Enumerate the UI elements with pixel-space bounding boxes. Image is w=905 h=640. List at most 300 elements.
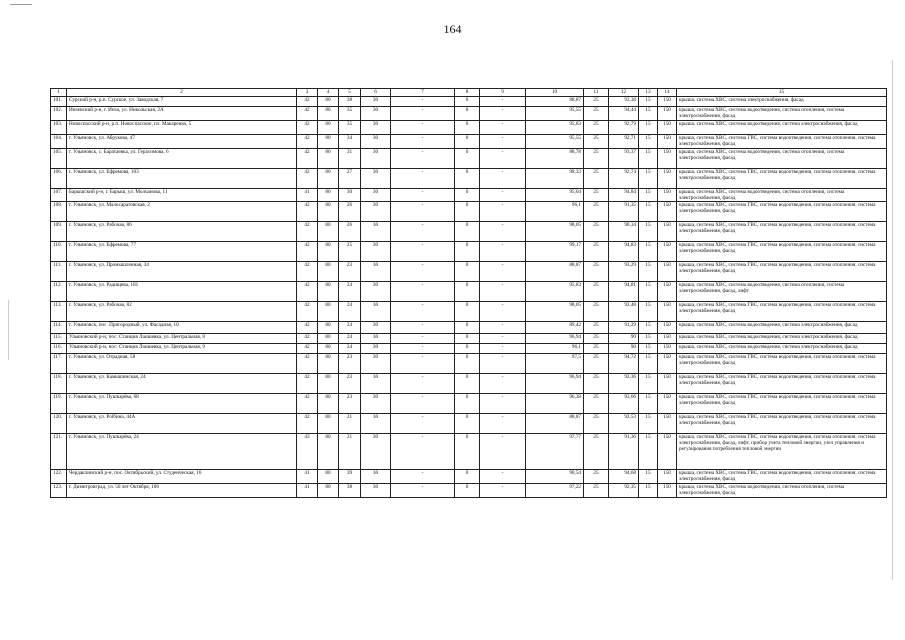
row-number: 115. — [51, 334, 67, 344]
value-cell: 0 — [455, 470, 480, 484]
value-cell: 97,5 — [526, 354, 584, 374]
value-cell: 80 — [318, 169, 339, 189]
value-cell: 42 — [297, 334, 318, 344]
value-cell: 0 — [455, 484, 480, 498]
value-cell: 30 — [361, 282, 391, 302]
value-cell: 0 — [455, 354, 480, 374]
address-cell: Инзенский р-н, г. Инза, ул. Никольская, 2А — [67, 107, 297, 121]
row-number: 103. — [51, 121, 67, 135]
value-cell: 15 — [639, 135, 658, 149]
value-cell: - — [480, 414, 526, 434]
value-cell: 96,1 — [526, 202, 584, 222]
value-cell: 94,84 — [609, 189, 639, 202]
value-cell: 80 — [318, 222, 339, 242]
works-cell: крыша, система ХВС, система водоотведения, система отопления, система электроснабжения, фасад — [677, 484, 887, 498]
value-cell: 25 — [584, 107, 609, 121]
value-cell: 96,38 — [526, 394, 584, 414]
value-cell: 42 — [297, 414, 318, 434]
value-cell: 80 — [318, 334, 339, 344]
table-row — [51, 302, 887, 322]
row-number: 104. — [51, 135, 67, 149]
column-header: 3 — [297, 89, 318, 97]
value-cell: 0 — [455, 169, 480, 189]
value-cell: - — [480, 484, 526, 498]
table-row — [51, 189, 887, 202]
value-cell: - — [480, 262, 526, 282]
value-cell: 23 — [339, 394, 361, 414]
value-cell: - — [391, 107, 455, 121]
table-row — [51, 97, 887, 107]
value-cell: 30 — [361, 322, 391, 334]
works-cell: крыша, система ХВС, система ГВС, система водоотведения, система отопления, система электроснабжения, фасад — [677, 222, 887, 242]
value-cell: 42 — [297, 322, 318, 334]
value-cell: 95,04 — [526, 189, 584, 202]
value-cell: 25 — [584, 189, 609, 202]
column-header: 15 — [677, 89, 887, 97]
works-cell: крыша, система ХВС, система водоотведения, система электроснабжения, фасад — [677, 322, 887, 334]
value-cell: 15 — [639, 484, 658, 498]
table-row — [51, 222, 887, 242]
value-cell: - — [391, 344, 455, 354]
value-cell: 15 — [639, 242, 658, 262]
value-cell: - — [480, 374, 526, 394]
value-cell: 26 — [339, 202, 361, 222]
value-cell: 90 — [609, 344, 639, 354]
value-cell: 24 — [339, 334, 361, 344]
value-cell: - — [480, 302, 526, 322]
table-row — [51, 135, 887, 149]
value-cell: 35 — [339, 107, 361, 121]
address-cell: г. Ульяновск, ул. Радищева, 181 — [67, 282, 297, 302]
value-cell: - — [391, 282, 455, 302]
value-cell: 97,22 — [526, 484, 584, 498]
value-cell: 0 — [455, 242, 480, 262]
value-cell: 0 — [455, 434, 480, 470]
value-cell: 94,72 — [609, 354, 639, 374]
table-row — [51, 107, 887, 121]
row-number: 105. — [51, 149, 67, 169]
value-cell: 150 — [658, 242, 677, 262]
value-cell: 15 — [639, 282, 658, 302]
value-cell: 41 — [297, 484, 318, 498]
address-cell: г. Ульяновск, с. Баратаевка, ул. Герасимова, 6 — [67, 149, 297, 169]
address-cell: г. Ульяновск, ул. Абрукова, 47 — [67, 135, 297, 149]
value-cell: 150 — [658, 97, 677, 107]
value-cell: 93,38 — [609, 97, 639, 107]
value-cell: 0 — [455, 135, 480, 149]
value-cell: 92,48 — [609, 302, 639, 322]
column-header: 10 — [526, 89, 584, 97]
address-cell: Ульяновский р-н, пос. Станция Лаишевка, ул. Центральная, 9 — [67, 344, 297, 354]
value-cell: 25 — [584, 334, 609, 344]
value-cell: 0 — [455, 262, 480, 282]
value-cell: 80 — [318, 484, 339, 498]
column-header: 5 — [339, 89, 361, 97]
value-cell: 30 — [361, 135, 391, 149]
value-cell: 42 — [297, 282, 318, 302]
value-cell: 30 — [361, 344, 391, 354]
table-row — [51, 322, 887, 334]
value-cell: 150 — [658, 121, 677, 135]
value-cell: 0 — [455, 202, 480, 222]
address-cell: г. Ульяновск, ул. Пушкарёва, 68 — [67, 394, 297, 414]
value-cell: 15 — [639, 374, 658, 394]
row-number: 112. — [51, 282, 67, 302]
value-cell: 42 — [297, 135, 318, 149]
value-cell: 24 — [339, 322, 361, 334]
value-cell: 30 — [361, 302, 391, 322]
value-cell: 150 — [658, 262, 677, 282]
value-cell: - — [391, 484, 455, 498]
value-cell: 23 — [339, 262, 361, 282]
value-cell: 25 — [584, 374, 609, 394]
value-cell: 0 — [455, 282, 480, 302]
works-cell: крыша, система ХВС, система ГВС, система водоотведения, система отопления, система электроснабжения, фасад, лифт, прибор учета тепловой энергии, узел управления и регулирования потребления тепловой энергии — [677, 434, 887, 470]
value-cell: 25 — [584, 344, 609, 354]
value-cell: 80 — [318, 282, 339, 302]
row-number: 102. — [51, 107, 67, 121]
value-cell: 95,55 — [526, 135, 584, 149]
value-cell: 0 — [455, 121, 480, 135]
works-cell: крыша, система ХВС, система ГВС, система водоотведения, система отопления, система электроснабжения, фасад — [677, 169, 887, 189]
value-cell: 80 — [318, 344, 339, 354]
value-cell: - — [391, 302, 455, 322]
value-cell: 80 — [318, 242, 339, 262]
value-cell: 30 — [361, 149, 391, 169]
address-cell: г. Ульяновск, ул. Отрадная, 58 — [67, 354, 297, 374]
value-cell: 90 — [609, 334, 639, 344]
value-cell: 25 — [584, 354, 609, 374]
value-cell: 15 — [639, 334, 658, 344]
value-cell: 150 — [658, 202, 677, 222]
address-cell: Новоспасский р-н, р.п. Новоспасское, пл. Макаренко, 5 — [67, 121, 297, 135]
value-cell: 80 — [318, 262, 339, 282]
value-cell: 80 — [318, 302, 339, 322]
value-cell: - — [480, 434, 526, 470]
value-cell: - — [391, 242, 455, 262]
value-cell: 26 — [339, 222, 361, 242]
value-cell: 25 — [584, 242, 609, 262]
value-cell: - — [480, 169, 526, 189]
address-cell: г. Ульяновск, ул. Polбина, 44А — [67, 414, 297, 434]
value-cell: 91,36 — [609, 434, 639, 470]
table-row — [51, 242, 887, 262]
value-cell: 80 — [318, 354, 339, 374]
column-header: 2 — [67, 89, 297, 97]
value-cell: - — [480, 334, 526, 344]
value-cell: - — [480, 107, 526, 121]
value-cell: 30 — [361, 222, 391, 242]
address-cell: г. Ульяновск, ул. Промышленная, 34 — [67, 262, 297, 282]
value-cell: 23 — [339, 374, 361, 394]
value-cell: - — [391, 97, 455, 107]
value-cell: 25 — [584, 169, 609, 189]
registry-table — [50, 88, 887, 498]
value-cell: 95,55 — [526, 107, 584, 121]
value-cell: 21 — [339, 414, 361, 434]
works-cell: крыша, система ХВС, система ГВС, система водоотведения, система отопления, система электроснабжения, фасад — [677, 470, 887, 484]
address-cell: Сурский р-н, р.п. Сурское, ул. Заводская, 7 — [67, 97, 297, 107]
value-cell: 90,34 — [609, 222, 639, 242]
value-cell: 42 — [297, 394, 318, 414]
row-number: 107. — [51, 189, 67, 202]
value-cell: 15 — [639, 322, 658, 334]
table-row — [51, 262, 887, 282]
value-cell: 92,36 — [609, 374, 639, 394]
column-header: 6 — [361, 89, 391, 97]
address-cell: г. Димитровград, ул. 50 лет Октября, 106 — [67, 484, 297, 498]
row-number: 121. — [51, 434, 67, 470]
value-cell: 30 — [361, 189, 391, 202]
address-cell: г. Ульяновск, ул. Пушкарёва, 24 — [67, 434, 297, 470]
value-cell: 89,42 — [526, 322, 584, 334]
value-cell: 30 — [361, 121, 391, 135]
value-cell: 92,53 — [609, 414, 639, 434]
value-cell: 30 — [361, 107, 391, 121]
value-cell: 30 — [361, 470, 391, 484]
value-cell: 42 — [297, 149, 318, 169]
value-cell: 15 — [639, 107, 658, 121]
value-cell: 80 — [318, 394, 339, 414]
value-cell: 80 — [318, 434, 339, 470]
value-cell: 15 — [639, 169, 658, 189]
value-cell: 15 — [639, 121, 658, 135]
table-row — [51, 470, 887, 484]
column-header: 11 — [584, 89, 609, 97]
value-cell: 25 — [584, 394, 609, 414]
value-cell: - — [480, 97, 526, 107]
value-cell: 25 — [584, 322, 609, 334]
value-cell: 15 — [639, 344, 658, 354]
value-cell: - — [480, 322, 526, 334]
value-cell: 80 — [318, 97, 339, 107]
value-cell: 91,35 — [609, 202, 639, 222]
value-cell: 94,44 — [609, 107, 639, 121]
value-cell: 98,05 — [526, 302, 584, 322]
value-cell: 30 — [361, 484, 391, 498]
value-cell: 0 — [455, 97, 480, 107]
value-cell: 25 — [584, 434, 609, 470]
works-cell: крыша, система ХВС, система ГВС, система водоотведения, система отопления, система электроснабжения, фасад — [677, 135, 887, 149]
table-row — [51, 149, 887, 169]
value-cell: 15 — [639, 302, 658, 322]
value-cell: 150 — [658, 484, 677, 498]
value-cell: 25 — [584, 262, 609, 282]
value-cell: 92,74 — [609, 169, 639, 189]
value-cell: 88,87 — [526, 414, 584, 434]
value-cell: - — [480, 344, 526, 354]
value-cell: 92,71 — [609, 135, 639, 149]
value-cell: 30 — [339, 189, 361, 202]
value-cell: 42 — [297, 242, 318, 262]
address-cell: г. Ульяновск, ул. Малосаратовская, 2 — [67, 202, 297, 222]
value-cell: 42 — [297, 354, 318, 374]
value-cell: 94,81 — [609, 282, 639, 302]
table-body — [51, 97, 887, 498]
value-cell: 15 — [639, 222, 658, 242]
value-cell: 93,37 — [609, 149, 639, 169]
value-cell: 97,77 — [526, 434, 584, 470]
value-cell: 80 — [318, 374, 339, 394]
table-header-row — [51, 89, 887, 97]
table-row — [51, 484, 887, 498]
value-cell: 25 — [584, 484, 609, 498]
value-cell: 41 — [297, 470, 318, 484]
row-number: 123. — [51, 484, 67, 498]
value-cell: 15 — [639, 149, 658, 169]
value-cell: 30 — [361, 414, 391, 434]
value-cell: 25 — [584, 97, 609, 107]
table-row — [51, 414, 887, 434]
value-cell: - — [391, 354, 455, 374]
works-cell: крыша, система ХВС, система водоотведения, система отопления, система электроснабжения, фасад — [677, 107, 887, 121]
value-cell: 0 — [455, 149, 480, 169]
value-cell: 92,35 — [609, 484, 639, 498]
value-cell: 30 — [361, 334, 391, 344]
works-cell: крыша, система ХВС, система ГВС, система водоотведения, система отопления, система электроснабжения, фасад — [677, 354, 887, 374]
value-cell: 96,1 — [526, 344, 584, 354]
value-cell: 0 — [455, 414, 480, 434]
works-cell: крыша, система ХВС, система ГВС, система водоотведения, система отопления, система электроснабжения, фасад — [677, 302, 887, 322]
value-cell: 23 — [339, 354, 361, 374]
value-cell: 35 — [339, 121, 361, 135]
table-row — [51, 282, 887, 302]
value-cell: 21 — [339, 434, 361, 470]
value-cell: 42 — [297, 202, 318, 222]
works-cell: крыша, система ХВС, система ГВС, система водоотведения, система отопления, система электроснабжения, фасад — [677, 394, 887, 414]
value-cell: 15 — [639, 470, 658, 484]
row-number: 101. — [51, 97, 67, 107]
value-cell: 80 — [318, 107, 339, 121]
value-cell: 42 — [297, 374, 318, 394]
works-cell: крыша, система ХВС, система ГВС, система водоотведения, система отопления, система электроснабжения, фасад — [677, 262, 887, 282]
value-cell: 24 — [339, 302, 361, 322]
value-cell: 25 — [584, 121, 609, 135]
works-cell: крыша, система ХВС, система водоотведения, система отопления, система электроснабжения, фасад — [677, 189, 887, 202]
value-cell: 30 — [361, 354, 391, 374]
row-number: 116. — [51, 344, 67, 354]
value-cell: 0 — [455, 394, 480, 414]
value-cell: 25 — [339, 242, 361, 262]
value-cell: 42 — [297, 222, 318, 242]
table-row — [51, 394, 887, 414]
scan-mark-left-edge — [8, 300, 9, 360]
value-cell: 150 — [658, 222, 677, 242]
value-cell: 80 — [318, 202, 339, 222]
value-cell: 15 — [639, 414, 658, 434]
value-cell: 150 — [658, 302, 677, 322]
value-cell: - — [391, 121, 455, 135]
value-cell: 94,68 — [609, 470, 639, 484]
address-cell: г. Ульяновск, пос. Пригородный, ул. Фасадная, 10 — [67, 322, 297, 334]
value-cell: 25 — [584, 149, 609, 169]
value-cell: 93,66 — [609, 394, 639, 414]
value-cell: 0 — [455, 302, 480, 322]
value-cell: 80 — [318, 189, 339, 202]
value-cell: - — [480, 202, 526, 222]
works-cell: крыша, система ХВС, система ГВС, система водоотведения, система отопления, система электроснабжения, фасад — [677, 202, 887, 222]
column-header: 13 — [639, 89, 658, 97]
value-cell: 95,83 — [526, 121, 584, 135]
value-cell: 42 — [297, 262, 318, 282]
value-cell: 15 — [639, 262, 658, 282]
value-cell: 150 — [658, 169, 677, 189]
value-cell: 25 — [584, 222, 609, 242]
value-cell: 150 — [658, 322, 677, 334]
works-cell: крыша, система ХВС, система водоотведения, система отопления, система электроснабжения, фасад, лифт — [677, 282, 887, 302]
value-cell: - — [391, 169, 455, 189]
value-cell: 25 — [584, 414, 609, 434]
value-cell: 42 — [297, 344, 318, 354]
value-cell: 41 — [297, 189, 318, 202]
row-number: 119. — [51, 394, 67, 414]
value-cell: - — [391, 394, 455, 414]
value-cell: 98,05 — [526, 222, 584, 242]
value-cell: 15 — [639, 202, 658, 222]
value-cell: 15 — [639, 434, 658, 470]
value-cell: - — [391, 414, 455, 434]
value-cell: 42 — [297, 121, 318, 135]
value-cell: 30 — [361, 394, 391, 414]
works-cell: крыша, система ХВС, система водоотведения, система электроснабжения, фасад — [677, 344, 887, 354]
value-cell: 150 — [658, 334, 677, 344]
row-number: 113. — [51, 302, 67, 322]
value-cell: 42 — [297, 97, 318, 107]
row-number: 118. — [51, 374, 67, 394]
works-cell: крыша, система ХВС, система ГВС, система водоотведения, система отопления, система электроснабжения, фасад — [677, 374, 887, 394]
value-cell: 0 — [455, 189, 480, 202]
value-cell: 42 — [297, 169, 318, 189]
value-cell: 150 — [658, 135, 677, 149]
row-number: 111. — [51, 262, 67, 282]
value-cell: 150 — [658, 414, 677, 434]
value-cell: - — [391, 434, 455, 470]
scan-mark-right-edge — [892, 60, 893, 580]
value-cell: 0 — [455, 344, 480, 354]
value-cell: 150 — [658, 344, 677, 354]
table-row — [51, 354, 887, 374]
value-cell: - — [480, 222, 526, 242]
column-header: 1 — [51, 89, 67, 97]
row-number: 122. — [51, 470, 67, 484]
row-number: 106. — [51, 169, 67, 189]
value-cell: 25 — [584, 302, 609, 322]
works-cell: крыша, система ХВС, система ГВС, система водоотведения, система отопления, система электроснабжения, фасад — [677, 242, 887, 262]
value-cell: 150 — [658, 282, 677, 302]
value-cell: - — [391, 189, 455, 202]
value-cell: 93,29 — [609, 262, 639, 282]
value-cell: 0 — [455, 107, 480, 121]
value-cell: 25 — [584, 135, 609, 149]
value-cell: 38 — [339, 97, 361, 107]
column-header: 14 — [658, 89, 677, 97]
address-cell: Барышский р-н, г. Барыш, ул. Молчанова, 11 — [67, 189, 297, 202]
row-number: 110. — [51, 242, 67, 262]
value-cell: 38 — [339, 484, 361, 498]
value-cell: 88,78 — [526, 149, 584, 169]
value-cell: 88,87 — [526, 262, 584, 282]
column-header: 9 — [480, 89, 526, 97]
value-cell: 24 — [339, 282, 361, 302]
row-number: 109. — [51, 222, 67, 242]
table-row — [51, 169, 887, 189]
value-cell: 0 — [455, 374, 480, 394]
value-cell: 30 — [361, 242, 391, 262]
value-cell: 25 — [584, 470, 609, 484]
value-cell: - — [391, 202, 455, 222]
value-cell: 80 — [318, 149, 339, 169]
value-cell: 150 — [658, 434, 677, 470]
